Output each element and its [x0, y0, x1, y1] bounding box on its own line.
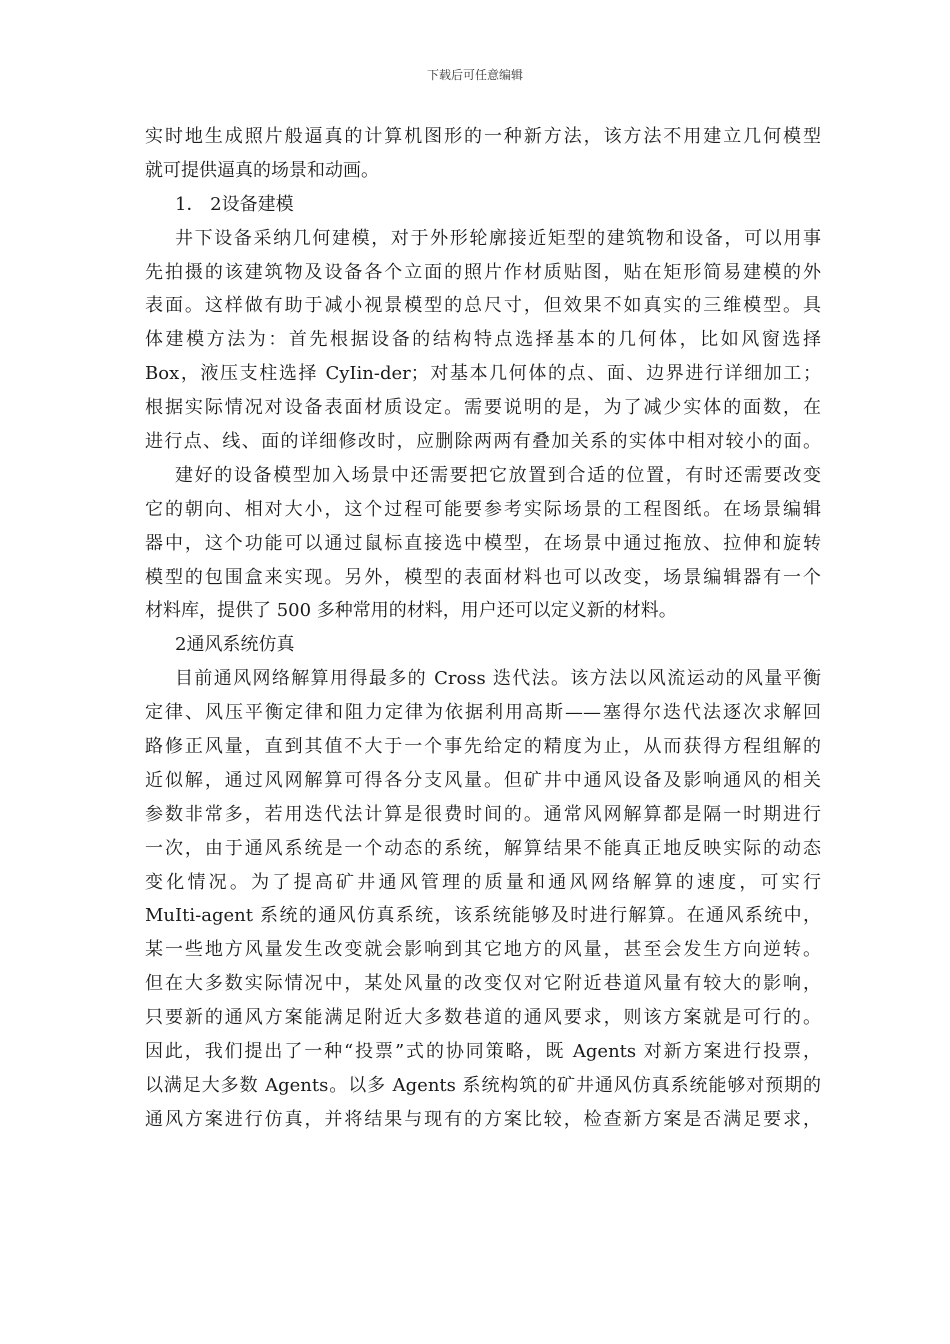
text-line: 模型的包围盒来实现。另外，模型的表面材料也可以改变，场景编辑器有一个 [145, 566, 821, 588]
text-line: 但在大多数实际情况中，某处风量的改变仅对它附近巷道风量有较大的影响， [145, 973, 821, 995]
text-line: 一次，由于通风系统是一个动态的系统，解算结果不能真正地反映实际的动态 [145, 837, 821, 859]
text-line: 它的朝向、相对大小，这个过程可能要参考实际场景的工程图纸。在场景编辑 [145, 498, 821, 520]
text-line: 井下设备采纳几何建模，对于外形轮廓接近矩型的建筑物和设备，可以用事 [175, 227, 821, 249]
text-line: 根据实际情况对设备表面材质设定。需要说明的是，为了减少实体的面数，在 [145, 397, 821, 419]
text-line: 实时地生成照片般逼真的计算机图形的一种新方法，该方法不用建立几何模型 [145, 126, 821, 147]
text-line: 表面。这样做有助于减小视景模型的总尺寸，但效果不如真实的三维模型。具 [145, 295, 821, 317]
text-line: 就可提供逼真的场景和动画。 [145, 159, 379, 181]
text-line: 通风方案进行仿真，并将结果与现有的方案比较，检查新方案是否满足要求， [145, 1108, 821, 1130]
text-line: 先拍摄的该建筑物及设备各个立面的照片作材质贴图，贴在矩形简易建模的外 [145, 261, 821, 283]
text-line: 参数非常多，若用迭代法计算是很费时间的。通常风网解算都是隔一时期进行 [145, 803, 821, 825]
text-line: MuIti-agent 系统的通风仿真系统，该系统能够及时进行解算。在通风系统中， [145, 905, 821, 927]
text-line: 材料库，提供了 500 多种常用的材料，用户还可以定义新的材料。 [145, 600, 677, 622]
section-heading: 1． 2设备建模 [175, 193, 294, 215]
body-text [145, 120, 821, 1137]
text-line: 因此，我们提出了一种“投票”式的协同策略，既 Agents 对新方案进行投票， [145, 1041, 821, 1063]
text-line: 近似解，通过风网解算可得各分支风量。但矿井中通风设备及影响通风的相关 [145, 769, 821, 791]
text-line: 只要新的通风方案能满足附近大多数巷道的通风要求，则该方案就是可行的。 [145, 1007, 821, 1029]
text-line: 器中，这个功能可以通过鼠标直接选中模型，在场景中通过拖放、拉伸和旋转 [145, 532, 821, 554]
text-line: 建好的设备模型加入场景中还需要把它放置到合适的位置，有时还需要改变 [175, 464, 821, 486]
text-line: 变化情况。为了提高矿井通风管理的质量和通风网络解算的速度，可实行 [145, 871, 821, 893]
text-line: 目前通风网络解算用得最多的 Cross 迭代法。该方法以风流运动的风量平衡 [175, 668, 821, 690]
text-line: 路修正风量，直到其值不大于一个事先给定的精度为止，从而获得方程组解的 [145, 736, 821, 758]
page-header: 下载后可任意编辑 [426, 68, 523, 82]
section-heading: 2通风系统仿真 [175, 634, 295, 656]
text-line: 以满足大多数 Agents。以多 Agents 系统构筑的矿井通风仿真系统能够对预期的 [145, 1074, 821, 1096]
text-line: Box，液压支柱选择 CyIin-der；对基本几何体的点、面、边界进行详细加工； [145, 363, 821, 385]
text-line: 体建模方法为：首先根据设备的结构特点选择基本的几何体，比如风窗选择 [145, 329, 821, 351]
text-line: 进行点、线、面的详细修改时，应删除两两有叠加关系的实体中相对较小的面。 [145, 431, 821, 453]
text-line: 某一些地方风量发生改变就会影响到其它地方的风量，甚至会发生方向逆转。 [145, 939, 821, 961]
text-line: 定律、风压平衡定律和阻力定律为依据利用高斯——塞得尔迭代法逐次求解回 [145, 702, 821, 724]
